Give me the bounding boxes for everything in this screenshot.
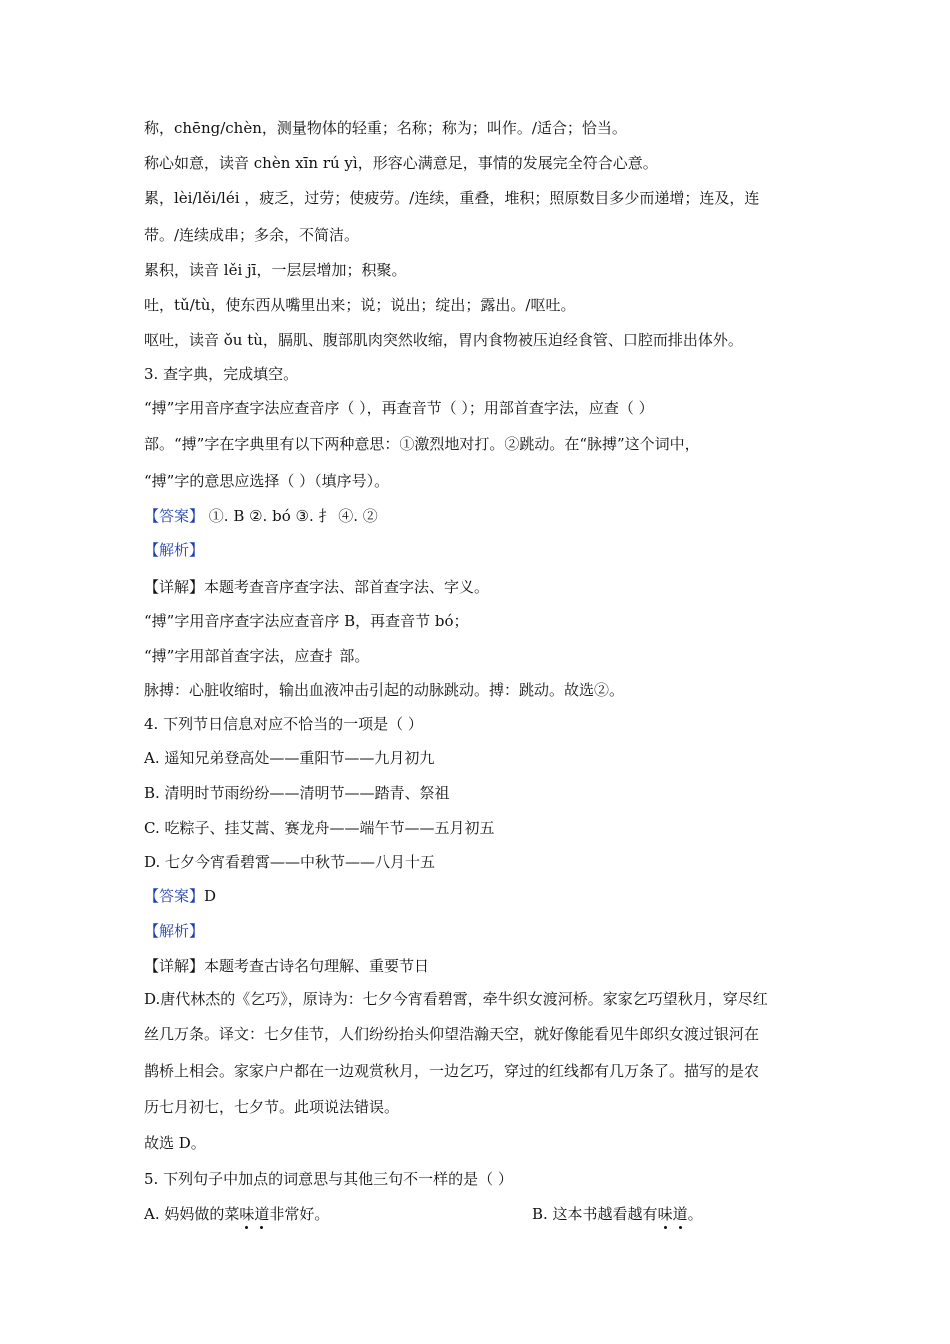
option-b-dotted-word: 味道 <box>658 1205 688 1223</box>
text-line <box>144 152 810 174</box>
line-text: 累，lèi/lěi/léi ，疲乏，过劳；使疲劳。/连续，重叠，堆积；照原数目多少而递增；连及，连 <box>144 189 760 207</box>
section-tag-line <box>144 885 810 907</box>
text-line <box>144 1168 810 1190</box>
text-line <box>144 259 810 281</box>
text-line <box>144 782 810 804</box>
text-line <box>144 433 810 455</box>
text-line <box>144 713 810 735</box>
line-text: D. 七夕今宵看碧霄——中秋节——八月十五 <box>144 853 436 871</box>
text-line <box>144 294 810 316</box>
line-text: 故选 D。 <box>144 1134 206 1152</box>
text-line <box>144 470 810 492</box>
option-b-prefix: B. 这本书越看越有 <box>532 1205 658 1223</box>
line-text: 3. 查字典，完成填空。 <box>144 365 299 383</box>
line-text: 4. 下列节日信息对应不恰当的一项是（ ） <box>144 715 423 733</box>
option-a-prefix: A. 妈妈做的菜 <box>144 1205 240 1223</box>
line-text: 称心如意，读音 chèn xīn rú yì，形容心满意足，事情的发展完全符合心意。 <box>144 154 658 172</box>
line-text: 鹊桥上相会。家家户户都在一边观赏秋月，一边乞巧，穿过的红线都有几万条了。描写的是农 <box>144 1062 760 1080</box>
line-text: 部。“搏”字在字典里有以下两种意思：①激烈地对打。②跳动。在“脉搏”这个词中， <box>144 435 700 453</box>
line-text: D <box>204 887 217 905</box>
text-line <box>144 645 810 667</box>
text-line <box>144 397 810 419</box>
line-text: “搏”字用音序查字法应查音序（ ），再查音节（ ）；用部首查字法，应查（ ） <box>144 399 654 417</box>
line-text: ①. B ②. bó ③. 扌 ④. ② <box>204 507 378 525</box>
line-text: A. 遥知兄弟登高处——重阳节——九月初九 <box>144 749 435 767</box>
answer-tag: 【答案】 <box>144 507 205 525</box>
text-line <box>144 988 810 1010</box>
option-a <box>144 1203 329 1225</box>
text-line <box>144 747 810 769</box>
text-line <box>144 610 810 632</box>
line-text: C. 吃粽子、挂艾蒿、赛龙舟——端午节——五月初五 <box>144 819 495 837</box>
line-text: 吐，tǔ/tù，使东西从嘴里出来；说；说出；绽出；露出。/呕吐。 <box>144 296 576 314</box>
line-text: “搏”字用部首查字法，应查扌部。 <box>144 647 370 665</box>
answer-tag: 【解析】 <box>144 541 205 559</box>
option-b <box>532 1203 703 1225</box>
line-text: 【详解】本题考查音序查字法、部首查字法、字义。 <box>144 578 490 596</box>
text-line <box>144 817 810 839</box>
answer-tag: 【答案】 <box>144 887 205 905</box>
text-line <box>144 851 810 873</box>
text-line <box>144 679 810 701</box>
line-text: “搏”字的意思应选择（ ）（填序号）。 <box>144 472 390 490</box>
text-line <box>144 363 810 385</box>
text-line <box>144 1132 810 1154</box>
text-line <box>144 1096 810 1118</box>
text-line <box>144 955 810 977</box>
answer-tag: 【解析】 <box>144 922 205 940</box>
section-tag-line <box>144 920 810 942</box>
line-text: 脉搏：心脏收缩时，输出血液冲击引起的动脉跳动。搏：跳动。故选②。 <box>144 681 625 699</box>
option-a-dotted-word: 味道 <box>239 1205 269 1223</box>
line-text: “搏”字用音序查字法应查音序 B，再查音节 bó； <box>144 612 469 630</box>
text-line <box>144 1060 810 1082</box>
text-line <box>144 224 810 246</box>
option-b-suffix: 。 <box>687 1205 703 1223</box>
section-tag-line <box>144 539 810 561</box>
line-text: 称，chēng/chèn，测量物体的轻重；名称；称为；叫作。/适合；恰当。 <box>144 119 627 137</box>
line-text: 累积，读音 lěi jī，一层层增加；积聚。 <box>144 261 407 279</box>
line-text: 呕吐，读音 ǒu tù，膈肌、腹部肌肉突然收缩，胃内食物被压迫经食管、口腔而排出体外。 <box>144 331 743 349</box>
line-text: 历七月初七，七夕节。此项说法错误。 <box>144 1098 400 1116</box>
option-a-suffix: 非常好。 <box>269 1205 330 1223</box>
line-text: 5. 下列句子中加点的词意思与其他三句不一样的是（ ） <box>144 1170 513 1188</box>
line-text: 丝几万条。译文：七夕佳节，人们纷纷抬头仰望浩瀚天空，就好像能看见牛郎织女渡过银河在 <box>144 1025 760 1043</box>
text-line <box>144 329 810 351</box>
line-text: D.唐代林杰的《乞巧》，原诗为：七夕今宵看碧霄，牵牛织女渡河桥。家家乞巧望秋月，穿尽红 <box>144 990 768 1008</box>
text-line <box>144 187 810 209</box>
text-line <box>144 576 810 598</box>
section-tag-line <box>144 505 810 527</box>
text-line <box>144 1023 810 1045</box>
line-text: B. 清明时节雨纷纷——清明节——踏青、祭祖 <box>144 784 450 802</box>
line-text: 带。/连续成串；多余，不简洁。 <box>144 226 360 244</box>
line-text: 【详解】本题考查古诗名句理解、重要节日 <box>144 957 430 975</box>
text-line <box>144 117 810 139</box>
